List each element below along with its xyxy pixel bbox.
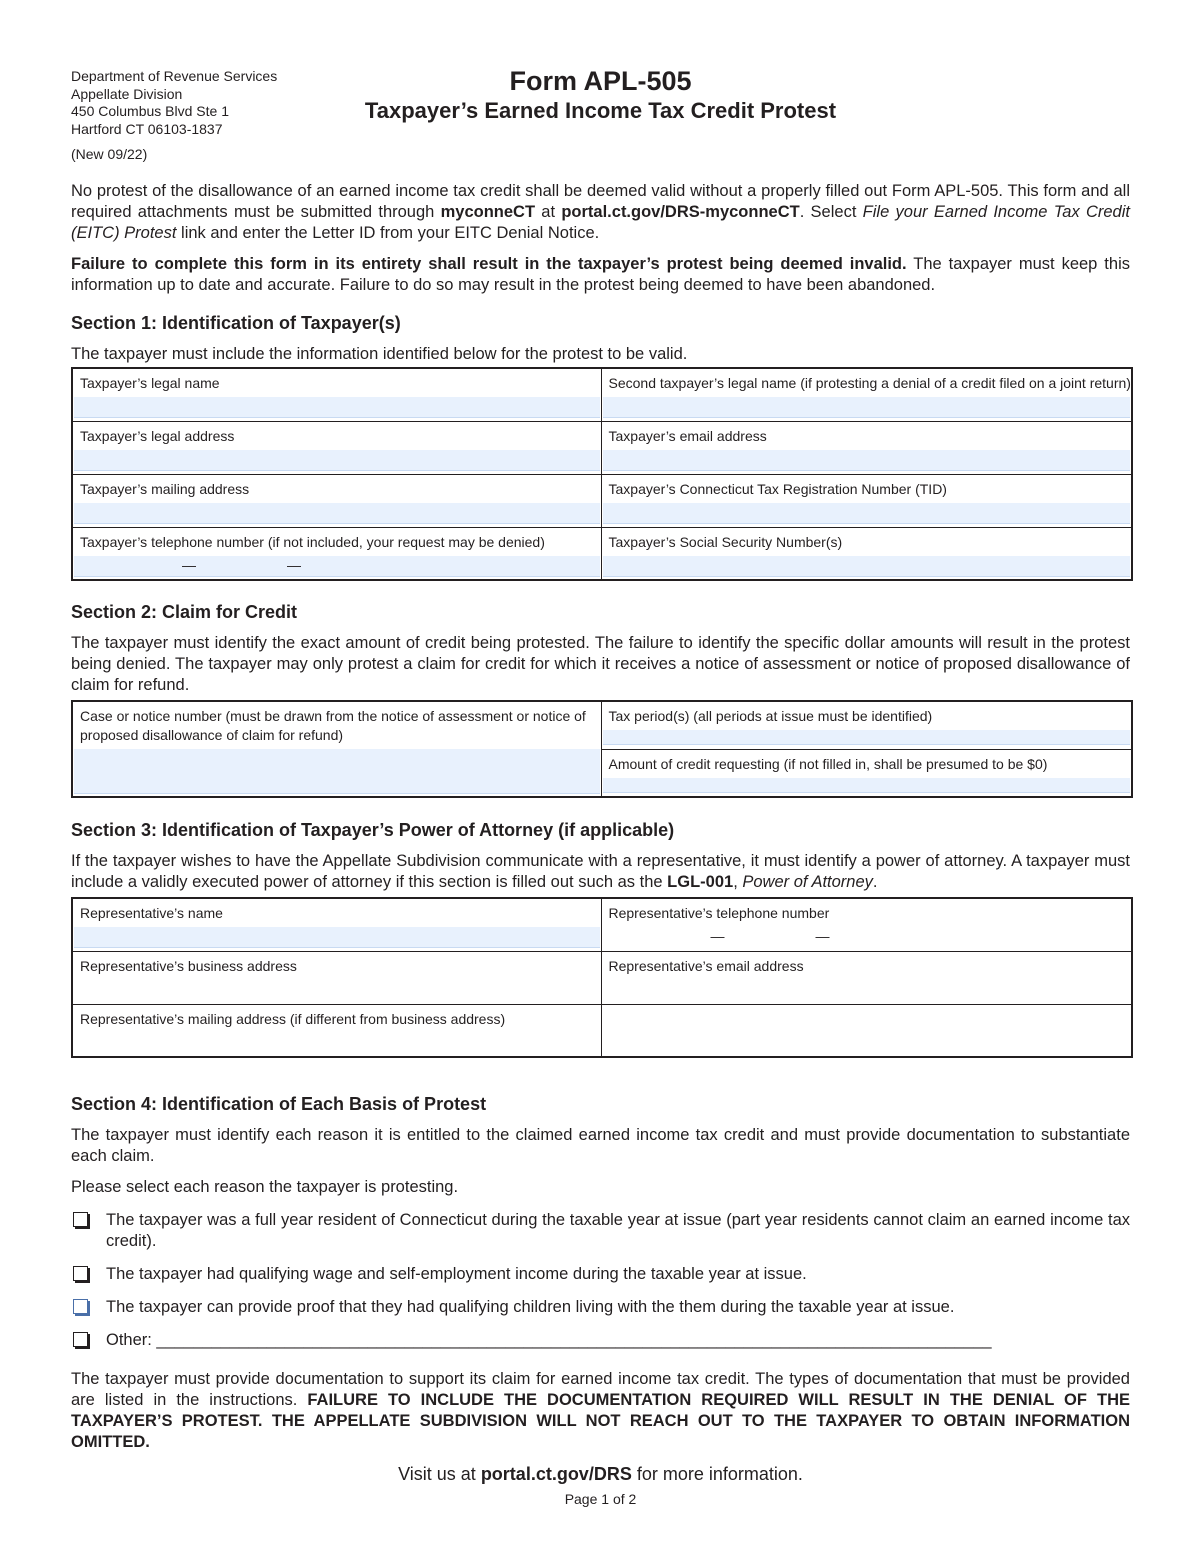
checkbox[interactable] xyxy=(73,1299,88,1314)
rep-name-cell xyxy=(72,898,601,951)
notice-warning: FAILURE TO INCLUDE THE DOCUMENTATION REQUIRED WILL RESULT IN THE DENIAL OF THE TAXPAYER’S PROTEST. THE APPELLATE SUBDIVISION WILL NOT REACH OUT TO THE TAXPAYER TO OBTAIN INFORMATION OMITTED. xyxy=(71,1391,1130,1451)
field-label: Amount of credit requesting (if not filled in, shall be presumed to be $0) xyxy=(608,755,1048,772)
rep-phone-input[interactable] xyxy=(603,927,1131,947)
section1-heading: Section 1: Identification of Taxpayer(s) xyxy=(71,313,401,333)
poa-table xyxy=(71,897,1133,1058)
taxpayer-phone-cell xyxy=(72,527,601,580)
taxpayer-legal-address-cell xyxy=(72,421,601,474)
footer-text: for more information. xyxy=(631,1464,803,1484)
checkbox[interactable] xyxy=(73,1266,88,1281)
warning-bold: Failure to complete this form in its entirety shall result in the taxpayer’s protest being deemed invalid. xyxy=(71,255,907,273)
note-text: , xyxy=(733,873,743,891)
page-number: Page 1 of 2 xyxy=(564,1491,637,1507)
protest-reason-option[interactable] xyxy=(71,1264,1130,1285)
intro-text: No protest of the disallowance of an earned income tax credit shall be deemed valid without a properly filled out Form APL-505. This form and all required attachments must be submitted through xyxy=(71,182,1130,221)
footer-visit xyxy=(71,1464,1130,1485)
myconnect-link[interactable]: portal.ct.gov/DRS-myconneCT xyxy=(561,203,800,221)
field-label: Tax period(s) (all periods at issue must be identified) xyxy=(608,708,933,724)
rep-business-address-input[interactable] xyxy=(74,980,600,1000)
intro-text: . Select xyxy=(799,203,863,221)
intro-text: at xyxy=(535,203,562,221)
taxpayer-legal-address-input[interactable] xyxy=(74,450,600,471)
rep-phone-cell xyxy=(601,898,1132,951)
phone-separator: — xyxy=(815,928,830,944)
section3-note xyxy=(71,851,1130,893)
agency-line: 450 Columbus Blvd Ste 1 xyxy=(71,103,229,119)
field-label: Taxpayer’s mailing address xyxy=(80,480,250,497)
rep-mailing-address-cell xyxy=(72,1004,601,1057)
section1-note: The taxpayer must include the information identified below for the protest to be valid. xyxy=(71,345,688,363)
form-title: Form APL-505 xyxy=(509,66,692,96)
field-label: Second taxpayer’s legal name (if protesting a denial of a credit filed on a joint return) xyxy=(608,375,1131,391)
rep-email-input[interactable] xyxy=(603,980,1131,1000)
field-label: Taxpayer’s email address xyxy=(608,427,767,444)
claim-table xyxy=(71,700,1133,798)
form-header xyxy=(71,0,1130,170)
myconnect-name: myconneCT xyxy=(440,203,536,221)
second-taxpayer-name-input[interactable] xyxy=(603,397,1131,418)
warning-paragraph xyxy=(71,254,1130,296)
agency-line: Hartford CT 06103-1837 xyxy=(71,120,223,137)
taxpayer-tid-input[interactable] xyxy=(603,503,1131,524)
notice-text: The taxpayer must provide documentation to support its claim for earned income tax credit. The types of documentation that must be provided are listed in the instructions. xyxy=(71,1370,1130,1409)
eitc-protest-link-name: File your Earned Income Tax Credit (EITC) Protest xyxy=(71,203,1130,242)
taxpayer-email-cell xyxy=(601,421,1132,474)
taxpayer-ssn-input[interactable] xyxy=(603,556,1131,577)
intro-paragraph xyxy=(71,181,1130,244)
field-label: Taxpayer’s legal address xyxy=(80,427,235,444)
agency-line: Department of Revenue Services xyxy=(71,68,278,84)
phone-separator: — xyxy=(710,928,725,944)
checkbox[interactable] xyxy=(73,1332,88,1347)
protest-reason-option[interactable] xyxy=(71,1297,1130,1318)
field-label: Case or notice number (must be drawn from the notice of assessment or notice of proposed disallowance of claim for refund) xyxy=(80,708,586,743)
credit-amount-input[interactable] xyxy=(603,778,1131,793)
option-label: The taxpayer can provide proof that they had qualifying children living with the them during the taxable year at issue. xyxy=(106,1298,955,1316)
rep-name-input[interactable] xyxy=(74,927,600,948)
case-number-input[interactable] xyxy=(74,749,600,794)
taxpayer-phone-input[interactable] xyxy=(74,556,600,577)
footer-text: Visit us at xyxy=(398,1464,481,1484)
section2-heading: Section 2: Claim for Credit xyxy=(71,602,298,622)
taxpayer-legal-name-input[interactable] xyxy=(74,397,600,418)
lgl-form-ref: LGL-001 xyxy=(667,873,734,891)
empty-cell xyxy=(601,1004,1132,1057)
tax-periods-input[interactable] xyxy=(603,730,1131,745)
field-label: Taxpayer’s telephone number (if not included, your request may be denied) xyxy=(80,533,545,550)
section4-note: The taxpayer must identify each reason it is entitled to the claimed earned income tax credit and must provide documentation to substantiate each claim. xyxy=(71,1126,1130,1165)
phone-separator: — xyxy=(182,556,196,573)
revision-date: (New 09/22) xyxy=(71,146,148,162)
section3-heading: Section 3: Identification of Taxpayer’s Power of Attorney (if applicable) xyxy=(71,820,675,840)
form-page xyxy=(71,0,1131,1507)
taxpayer-tid-cell xyxy=(601,474,1132,527)
taxpayer-email-input[interactable] xyxy=(603,450,1131,471)
form-subtitle: Taxpayer’s Earned Income Tax Credit Protest xyxy=(364,98,837,123)
documentation-notice xyxy=(71,1369,1130,1453)
intro-text: link and enter the Letter ID from your EITC Denial Notice. xyxy=(176,224,600,242)
option-label: The taxpayer had qualifying wage and self-employment income during the taxable year at issue. xyxy=(106,1265,807,1283)
field-label: Representative’s name xyxy=(80,905,223,921)
option-label: The taxpayer was a full year resident of Connecticut during the taxable year at issue (part year residents cannot claim an earned income tax credit). xyxy=(106,1211,1130,1250)
phone-separator: — xyxy=(287,556,301,573)
taxpayer-ssn-cell xyxy=(601,527,1132,580)
protest-reason-other[interactable] xyxy=(71,1330,1130,1351)
taxpayer-mailing-address-cell xyxy=(72,474,601,527)
credit-amount-cell xyxy=(601,749,1132,797)
warning-text: The taxpayer must keep this information up to date and accurate. Failure to do so may result in the protest being deemed to have been abandoned. xyxy=(71,255,1130,294)
tax-periods-cell xyxy=(601,701,1132,749)
protest-reason-option[interactable] xyxy=(71,1210,1130,1252)
field-label: Taxpayer’s legal name xyxy=(80,375,220,391)
field-label: Representative’s business address xyxy=(80,957,297,974)
drs-portal-link[interactable]: portal.ct.gov/DRS xyxy=(480,1464,632,1484)
note-text: . xyxy=(872,873,878,891)
title-block xyxy=(71,64,1130,124)
rep-email-cell xyxy=(601,951,1132,1004)
second-taxpayer-name-cell xyxy=(601,368,1132,421)
field-label: Taxpayer’s Social Security Number(s) xyxy=(608,533,843,550)
agency-line: Appellate Division xyxy=(71,85,183,102)
field-label: Taxpayer’s Connecticut Tax Registration Number (TID) xyxy=(608,480,947,497)
taxpayer-mailing-address-input[interactable] xyxy=(74,503,600,524)
section4-prompt: Please select each reason the taxpayer is protesting. xyxy=(71,1178,459,1196)
section2-note: The taxpayer must identify the exact amount of credit being protested. The failure to identify the specific dollar amounts will result in the protest being denied. The taxpayer may only protest a claim for credit for which it receives a notice of assessment or notice of proposed disallowance of claim for refund. xyxy=(71,634,1130,694)
option-label: Other: ___________________________________________________________________________________________ xyxy=(106,1331,992,1349)
taxpayer-legal-name-cell xyxy=(72,368,601,421)
case-number-cell xyxy=(72,701,601,797)
taxpayer-info-table xyxy=(71,367,1133,581)
checkbox[interactable] xyxy=(73,1212,88,1227)
field-label: Representative’s telephone number xyxy=(608,905,830,921)
section4-heading: Section 4: Identification of Each Basis of Protest xyxy=(71,1094,487,1114)
note-text: If the taxpayer wishes to have the Appellate Subdivision communicate with a representative, it must identify a power of attorney. A taxpayer must include a validly executed power of attorney if this section is filled out such as the xyxy=(71,852,1130,891)
rep-mailing-address-input[interactable] xyxy=(74,1033,600,1053)
field-label: Representative’s email address xyxy=(608,957,804,974)
field-label: Representative’s mailing address (if different from business address) xyxy=(80,1010,506,1027)
rep-business-address-cell xyxy=(72,951,601,1004)
poa-form-title: Power of Attorney xyxy=(742,873,873,891)
